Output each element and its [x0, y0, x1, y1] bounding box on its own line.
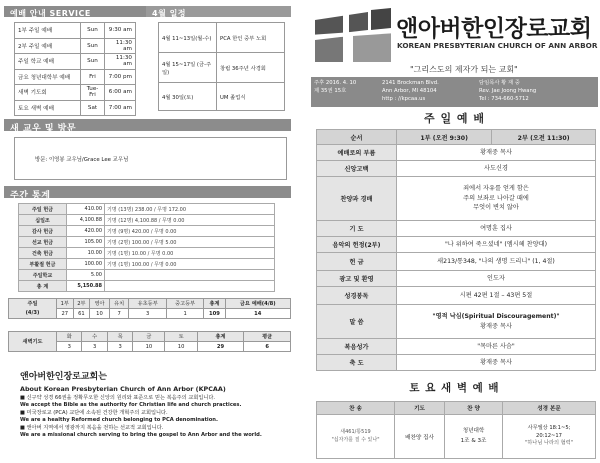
- service-name: 토요 새벽 예배: [15, 100, 81, 116]
- service-row: [15, 69, 136, 85]
- dawn-header: 금: [133, 332, 165, 342]
- offering-label: 십일조: [19, 215, 67, 226]
- offering-label: 건축 헌금: [19, 248, 67, 259]
- dawn-value: 3: [57, 342, 82, 352]
- offering-row: [19, 270, 275, 281]
- service-title: 예배 안내 SERVICE: [10, 9, 91, 18]
- worship-item-label: 신앙고백: [317, 161, 397, 177]
- worship-header-row: [317, 130, 596, 145]
- worship-item-line: "목마른 사슴": [477, 342, 515, 350]
- church-name-en: KOREAN PRESBYTERIAN CHURCH OF ANN ARBOR: [397, 41, 598, 50]
- service-day: Fri: [81, 69, 105, 85]
- offering-amount: 4,100.88: [67, 215, 105, 226]
- date-line-2: 제 35권 15호: [314, 88, 347, 94]
- dawn-value: 3: [107, 342, 132, 352]
- dawn-value: 10: [133, 342, 165, 352]
- worship-item-line: "나 위하여 죽으셨네" (엠시헤 찬양대): [444, 240, 548, 248]
- sat-scripture-line-1: 사무엘상 18:1~5;: [527, 424, 571, 431]
- sunday-value: 14: [225, 309, 291, 319]
- april-event: UM 졸업식: [217, 83, 285, 111]
- worship-row: [317, 161, 596, 177]
- address-line-1: 2141 Brockman Blvd.: [382, 80, 439, 86]
- sunday-label-2: (4/3): [25, 309, 40, 316]
- offering-total-label: 총 계: [19, 281, 67, 292]
- dawn-header: 목: [107, 332, 132, 342]
- offering-detail: [105, 270, 275, 281]
- worship-item-label: 찬양과 경배: [317, 177, 397, 221]
- service-row: [15, 23, 136, 39]
- worship-table: [316, 129, 596, 371]
- offering-label: 주일학교: [19, 270, 67, 281]
- worship-col-second: 2부 (오전 11:30): [492, 130, 596, 145]
- saturday-table: [316, 401, 596, 459]
- worship-item-content: [397, 305, 596, 339]
- sat-scripture-line-3: "하나님 나라의 협력": [524, 440, 574, 447]
- sunday-value: 7: [109, 309, 129, 319]
- dawn-header: 총계: [197, 332, 244, 342]
- offering-total-row: [19, 281, 275, 292]
- worship-row: [317, 145, 596, 161]
- april-row: [159, 23, 285, 53]
- sunday-header: 총계: [204, 299, 225, 309]
- april-date: 4월 11~13일(월-수): [159, 23, 217, 53]
- worship-item-content: [397, 271, 596, 287]
- worship-item-line: "영적 낙심(Spiritual Discouragement)": [432, 312, 560, 320]
- church-motto: "그리스도의 제자가 되는 교회": [410, 65, 518, 74]
- offering-amount: 5.00: [67, 270, 105, 281]
- worship-item-line: 인도자: [487, 274, 505, 282]
- offering-row: [19, 237, 275, 248]
- april-date: 4월 30일(토): [159, 83, 217, 111]
- sunday-value: 3: [129, 309, 166, 319]
- church-logo: [313, 6, 393, 64]
- worship-item-content: [397, 221, 596, 237]
- about-title: 앤아버한인장로교회는: [20, 372, 107, 382]
- about-item: [20, 395, 288, 408]
- service-day: Sun: [81, 38, 105, 54]
- saturday-header-row: [317, 402, 596, 415]
- about-item-kr: ■ 신구약 성경 66권을 정확무오한 신앙의 원리와 표준으로 믿는 복음주의 교회입니다.: [20, 395, 216, 401]
- offering-row: [19, 259, 275, 270]
- about-section: [20, 369, 288, 438]
- about-item-kr: ■ 미국장로교 (PCA) 교단에 소속된 건강한 개혁주의 교회입니다.: [20, 410, 168, 416]
- pastor-kr: 담임목사 황 재 중: [479, 80, 520, 86]
- sat-prayer: 배찬양 집사: [395, 415, 445, 459]
- worship-row: [317, 177, 596, 221]
- pastor-en: Rev. Jae Joong Hwang: [479, 88, 537, 94]
- offering-amount: 100.00: [67, 259, 105, 270]
- info-bar: [311, 77, 598, 107]
- about-item-en: We are a missional church serving to bring the gospel to Ann Arbor and the world.: [20, 431, 262, 438]
- visitors-title: 새 교우 및 방문: [10, 124, 77, 134]
- sat-hymn-number: 새461/통519: [340, 429, 371, 435]
- worship-row: [317, 221, 596, 237]
- worship-item-line: 사도신경: [484, 164, 508, 172]
- sunday-value: 109: [204, 309, 225, 319]
- offering-label: 선교 헌금: [19, 237, 67, 248]
- service-time: 9:30 am: [105, 23, 136, 39]
- sunday-value: 61: [73, 309, 90, 319]
- worship-row: [317, 253, 596, 271]
- sunday-header: 중고등부: [166, 299, 203, 309]
- sunday-value: 1: [166, 309, 203, 319]
- service-row: [15, 54, 136, 70]
- worship-item-line: 황재중 목사: [480, 322, 512, 330]
- sat-header-hymn: 찬 송: [317, 402, 395, 415]
- visitors-header: [4, 119, 291, 134]
- sat-praise-line-2: 1조 & 3조: [460, 437, 487, 444]
- dawn-value: 29: [197, 342, 244, 352]
- worship-row: [317, 237, 596, 253]
- worship-row: [317, 355, 596, 371]
- sat-header-scripture: 성경 본문: [503, 402, 596, 415]
- worship-title: 주 일 예 배: [424, 112, 485, 125]
- offering-amount: 10.00: [67, 248, 105, 259]
- offering-row: [19, 248, 275, 259]
- service-day: Tue-Fri: [81, 85, 105, 101]
- logo-icon: [313, 6, 393, 64]
- visitors-text: 방문: 이영봉 교우님/Grace Lee 교우님: [35, 157, 129, 163]
- sat-scripture-line-2: 20:12~17: [536, 432, 562, 439]
- dawn-header: 평균: [244, 332, 291, 342]
- weekly-header: [4, 186, 291, 201]
- dawn-header: 토: [165, 332, 197, 342]
- phone: Tel : 734-660-5712: [479, 96, 529, 102]
- church-name-kr: 앤아버한인장로교회: [396, 16, 592, 42]
- about-item-en: We are a healthy Reformed church belonging to PCA denomination.: [20, 416, 218, 423]
- sunday-value: 27: [57, 309, 74, 319]
- worship-item-label: 성경봉독: [317, 287, 397, 305]
- service-time: 11:30 am: [105, 54, 136, 70]
- service-row: [15, 100, 136, 116]
- sunday-header: 영아: [90, 299, 110, 309]
- service-name: 2부 주일 예배: [15, 38, 81, 54]
- service-time: 7:00 pm: [105, 69, 136, 85]
- dawn-header: 화: [57, 332, 82, 342]
- worship-item-label: 음악의 헌정(2부): [317, 237, 397, 253]
- dawn-value: 3: [82, 342, 107, 352]
- worship-item-label: 복음성가: [317, 339, 397, 355]
- service-time: 11:30 am: [105, 38, 136, 54]
- april-row: [159, 83, 285, 111]
- april-title: 4월 일정: [152, 9, 187, 18]
- offering-total-amount: 5,150.88: [67, 281, 105, 292]
- sunday-value: 10: [90, 309, 110, 319]
- service-day: Sun: [81, 54, 105, 70]
- worship-item-label: 말 씀: [317, 305, 397, 339]
- sunday-header: 유치: [109, 299, 129, 309]
- worship-item-content: [397, 161, 596, 177]
- april-date: 4월 15~17일 (금-주일): [159, 53, 217, 83]
- worship-row: [317, 305, 596, 339]
- offering-total-blank: [105, 281, 275, 292]
- worship-item-content: [397, 253, 596, 271]
- website-link[interactable]: http : //kpcaa.us: [382, 96, 426, 102]
- service-name: 1부 주일 예배: [15, 23, 81, 39]
- service-day: Sun: [81, 23, 105, 39]
- offering-detail: 기명 (1명) 10.00 / 무명 0.00: [105, 248, 275, 259]
- date-line-1: 주후 2016. 4. 10: [314, 80, 357, 86]
- weekly-title: 주간 통계: [10, 191, 51, 201]
- dawn-label: 새벽기도: [9, 332, 57, 352]
- about-item: [20, 410, 288, 423]
- service-row: [15, 85, 136, 101]
- sunday-attendance-table: [8, 298, 291, 319]
- about-subtitle: About Korean Presbyterian Church of Ann Arbor (KPCAA): [20, 385, 226, 393]
- sunday-header: 금요 예배(4/8): [225, 299, 291, 309]
- service-name: 주일 학교 예배: [15, 54, 81, 70]
- dawn-header-row: [9, 332, 291, 342]
- worship-item-line: 시편 42편 1절 – 43편 5절: [459, 291, 533, 299]
- sat-hymn: [317, 415, 395, 459]
- april-event: PCA 한인 중부 노회: [217, 23, 285, 53]
- visitors-box: [14, 137, 287, 180]
- sat-hymn-title: "십자가를 질 수 있나": [331, 436, 380, 443]
- worship-item-line: 여명훈 집사: [480, 224, 512, 232]
- worship-col-first: 1부 (오전 9:30): [397, 130, 492, 145]
- about-item: [20, 425, 288, 438]
- service-time: 7:00 am: [105, 100, 136, 116]
- offering-table: [18, 203, 275, 292]
- sunday-header-row: [9, 299, 291, 309]
- offering-label: 감사 헌금: [19, 226, 67, 237]
- address-line-2: Ann Arbor, MI 48104: [382, 88, 437, 94]
- worship-row: [317, 287, 596, 305]
- worship-item-content: [397, 287, 596, 305]
- offering-amount: 105.00: [67, 237, 105, 248]
- worship-item-content: [397, 237, 596, 253]
- worship-item-content: [397, 339, 596, 355]
- offering-row: [19, 226, 275, 237]
- offering-detail: 기명 (2명) 100.00 / 무명 5.00: [105, 237, 275, 248]
- worship-item-line: 새213/통348, "나의 생명 드리니" (1, 4절): [437, 257, 555, 265]
- worship-item-line: 주의 보좌로 나아갈 때에: [463, 194, 529, 202]
- april-table: [158, 22, 285, 111]
- worship-item-line: 죄에서 자유를 얻게 함은: [463, 185, 529, 193]
- offering-detail: 기명 (9명) 420.00 / 무명 0.00: [105, 226, 275, 237]
- worship-item-content: [397, 177, 596, 221]
- offering-row: [19, 215, 275, 226]
- dawn-value: 10: [165, 342, 197, 352]
- sunday-label-1: 주일: [27, 301, 38, 308]
- worship-item-line: 무엇이 변치 않아: [473, 204, 519, 212]
- dawn-value: 6: [244, 342, 291, 352]
- april-header: [146, 6, 291, 17]
- offering-amount: 420.00: [67, 226, 105, 237]
- offering-detail: 기명 (12명) 4,100.88 / 무명 0.00: [105, 215, 275, 226]
- dawn-header: 수: [82, 332, 107, 342]
- sunday-header: 2부: [73, 299, 90, 309]
- april-event: 창립 36주년 사경회: [217, 53, 285, 83]
- sat-header-prayer: 기도: [395, 402, 445, 415]
- april-row: [159, 53, 285, 83]
- worship-item-label: 광고 및 환영: [317, 271, 397, 287]
- offering-label: 주일 헌금: [19, 204, 67, 215]
- dawn-attendance-table: [8, 331, 291, 352]
- sunday-header: 유초등부: [129, 299, 166, 309]
- worship-item-line: 황재중 목사: [480, 358, 512, 366]
- worship-item-line: 황재중 목사: [480, 148, 512, 156]
- offering-label: 부활절 헌금: [19, 259, 67, 270]
- worship-col-order: 순서: [317, 130, 397, 145]
- about-item-kr: ■ 앤아버 지역에서 영광까지 복음을 전하는 선교적 교회입니다.: [20, 425, 164, 431]
- sunday-label: [9, 299, 57, 319]
- sat-praise: [445, 415, 503, 459]
- service-row: [15, 38, 136, 54]
- service-table: [14, 22, 136, 116]
- sat-praise-line-1: 청년대학: [462, 428, 485, 434]
- worship-row: [317, 339, 596, 355]
- offering-detail: 기명 (1명) 100.00 / 무명 0.00: [105, 259, 275, 270]
- sat-scripture: [503, 415, 596, 459]
- offering-amount: 410.00: [67, 204, 105, 215]
- service-name: 새벽 기도회: [15, 85, 81, 101]
- offering-detail: 기명 (13명) 238.00 / 무명 172.00: [105, 204, 275, 215]
- worship-item-label: 기 도: [317, 221, 397, 237]
- saturday-title: 토 요 새 벽 예 배: [409, 382, 500, 394]
- sat-header-praise: 찬 양: [445, 402, 503, 415]
- service-name: 금요 청년대학부 예배: [15, 69, 81, 85]
- worship-item-label: 축 도: [317, 355, 397, 371]
- service-time: 6:00 am: [105, 85, 136, 101]
- service-day: Sat: [81, 100, 105, 116]
- sunday-header: 1부: [57, 299, 74, 309]
- about-item-en: We accept the Bible as the authority for Christian life and church practices.: [20, 401, 242, 408]
- offering-row: [19, 204, 275, 215]
- worship-row: [317, 271, 596, 287]
- worship-item-content: [397, 145, 596, 161]
- saturday-row: [317, 415, 596, 459]
- worship-item-label: 예배로의 부름: [317, 145, 397, 161]
- worship-item-content: [397, 355, 596, 371]
- worship-item-label: 헌 금: [317, 253, 397, 271]
